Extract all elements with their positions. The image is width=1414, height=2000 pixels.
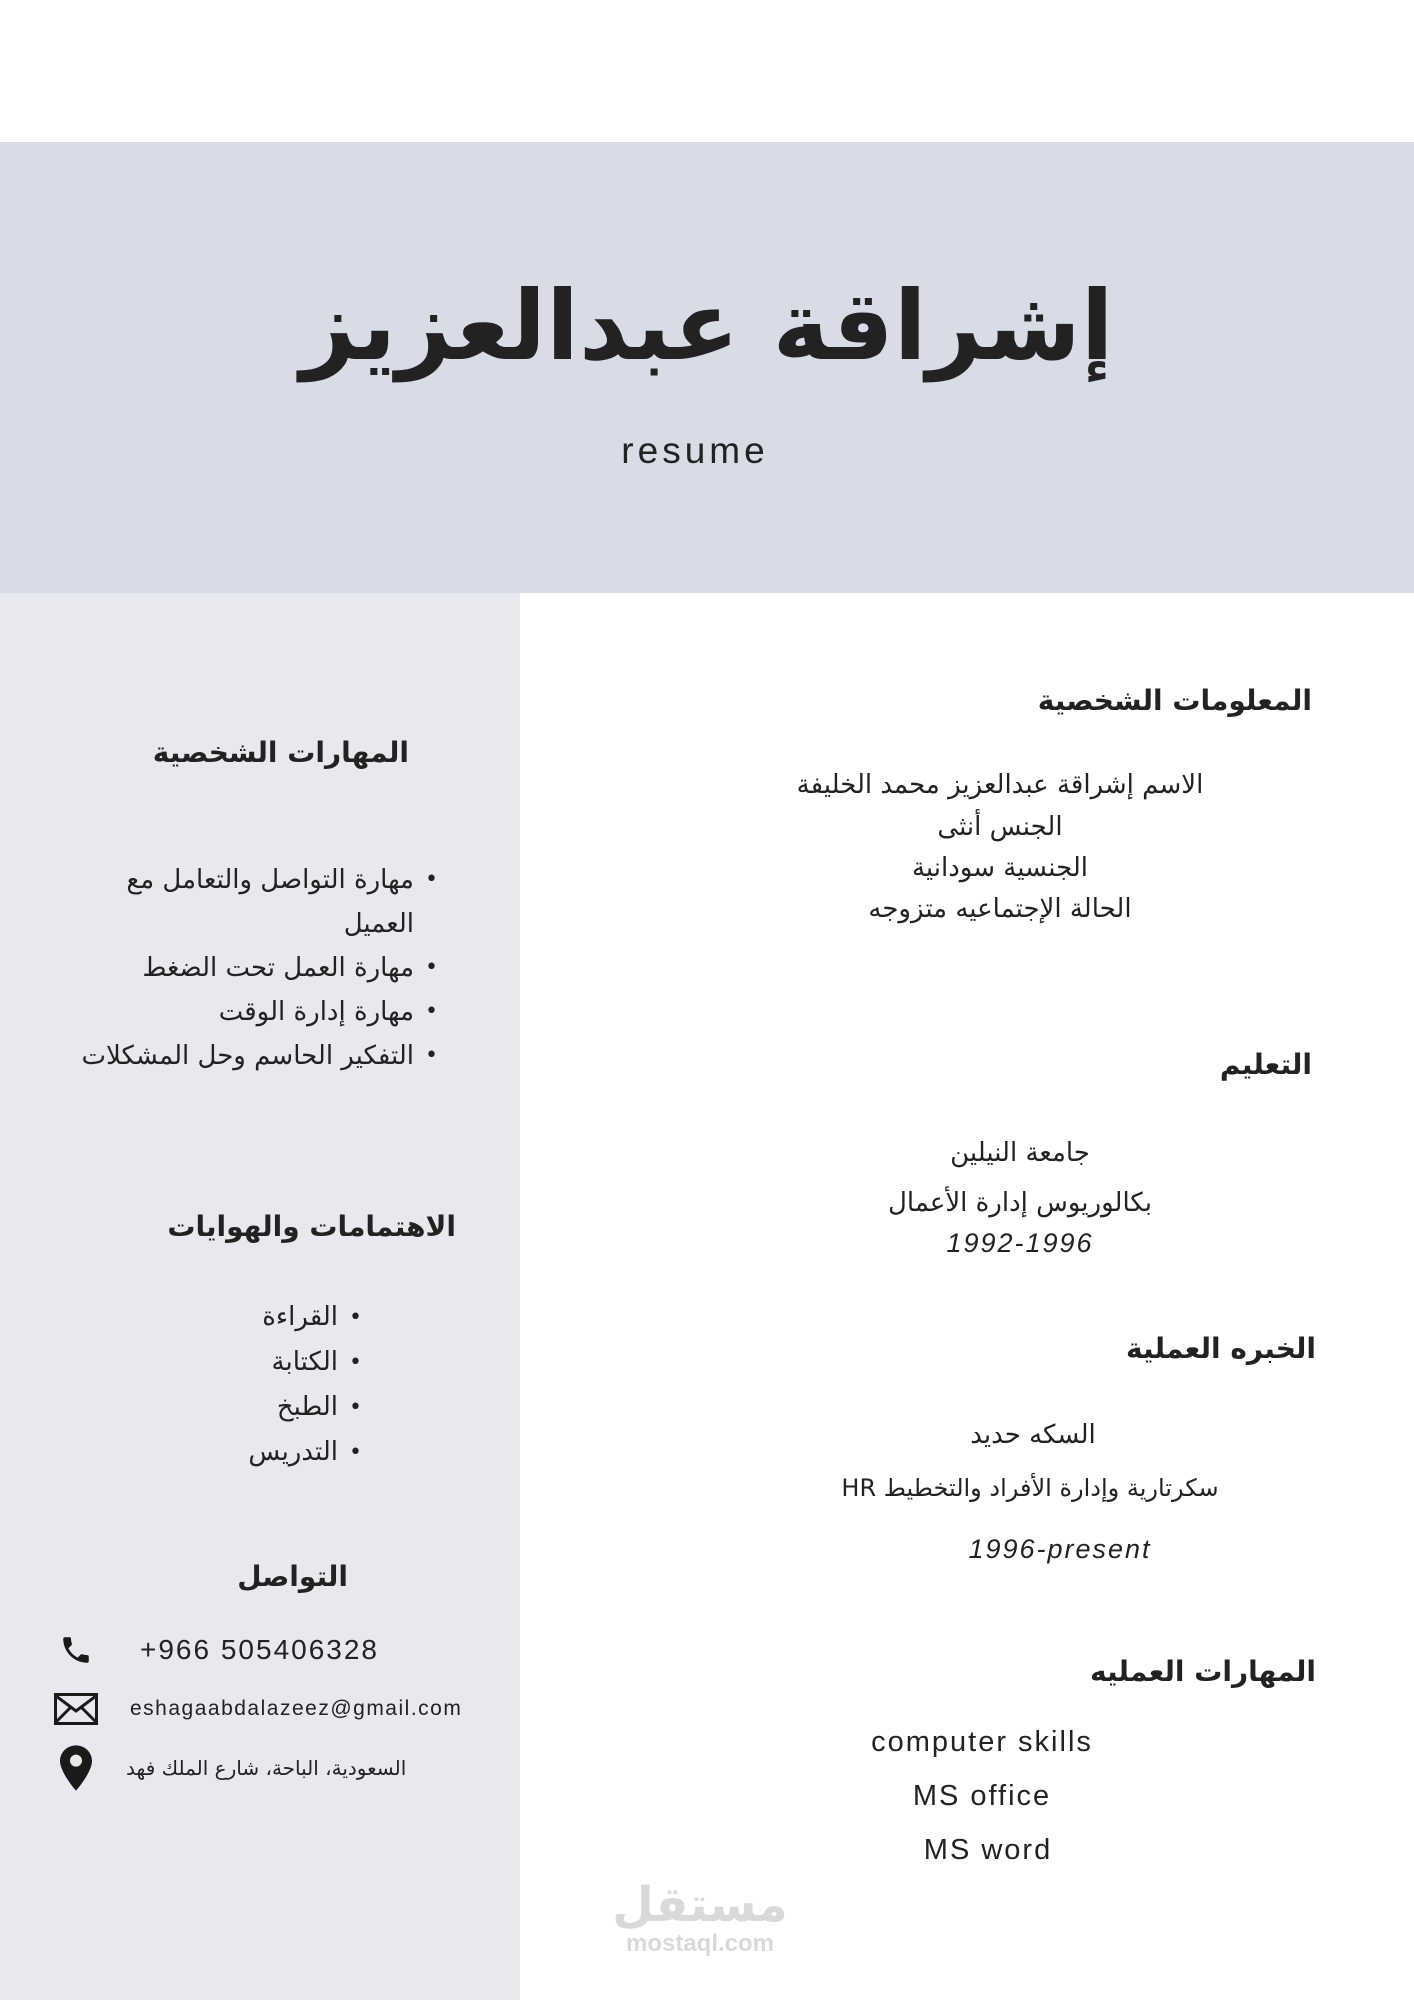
practical-skills-title: المهارات العمليه: [1089, 1655, 1316, 1688]
practical-skill: computer skills: [871, 1726, 1093, 1758]
list-item: • الطبخ: [102, 1385, 362, 1430]
info-line: الجنس أنثى: [937, 812, 1063, 842]
personal-skills-list: [78, 858, 438, 1078]
practical-skill: MS office: [912, 1780, 1052, 1812]
company: السكه حديد: [970, 1420, 1096, 1450]
university: جامعة النيلين: [950, 1138, 1090, 1168]
list-item: • مهارة العمل تحت الضغط: [78, 946, 438, 990]
address: السعودية، الباحة، شارع الملك فهد: [126, 1756, 407, 1780]
personal-info-title: المعلومات الشخصية: [1037, 684, 1312, 717]
contact-title: التواصل: [237, 1560, 348, 1593]
contact-address-row: [48, 1746, 406, 1790]
personal-info-block: [760, 764, 1240, 930]
location-pin-icon: [48, 1746, 104, 1790]
role: سكرتارية وإدارة الأفراد والتخطيط HR: [841, 1474, 1219, 1502]
practical-skill: MS word: [923, 1834, 1053, 1866]
info-line: الجنسية سودانية: [911, 853, 1089, 883]
phone-icon: [48, 1628, 104, 1672]
education-years: 1992-1996: [946, 1228, 1094, 1258]
hobbies-title: الاهتمامات والهوايات: [167, 1210, 456, 1243]
list-item: • مهارة إدارة الوقت: [78, 990, 438, 1034]
degree: بكالوريوس إدارة الأعمال: [888, 1188, 1152, 1218]
experience-years: 1996-present: [968, 1534, 1152, 1564]
list-item: • الكتابة: [102, 1340, 362, 1385]
contact-email-row: [48, 1687, 462, 1731]
resume-subtitle: resume: [621, 430, 769, 471]
experience-title: الخبره العملية: [1126, 1332, 1316, 1365]
mostaql-watermark: [600, 1877, 800, 1958]
personal-skills-title: المهارات الشخصية: [152, 736, 409, 769]
list-item: • التفكير الحاسم وحل المشكلات: [78, 1034, 438, 1078]
education-block: [820, 1128, 1220, 1228]
watermark-latin: mostaql.com: [625, 1930, 775, 1957]
info-line: الحالة الإجتماعيه متزوجه: [868, 894, 1132, 924]
watermark-arabic: مستقل: [612, 1877, 788, 1933]
education-title: التعليم: [1219, 1048, 1312, 1081]
envelope-icon: [48, 1687, 104, 1731]
list-item: • التدريس: [102, 1430, 362, 1475]
phone-number[interactable]: +966 505406328: [140, 1634, 379, 1665]
contact-phone-row: [48, 1628, 379, 1672]
list-item: • مهارة التواصل والتعامل مع العميل: [78, 858, 438, 946]
candidate-name: إشراقة عبدالعزيز: [300, 270, 1114, 382]
hobbies-list: [102, 1295, 362, 1475]
info-line: الاسم إشراقة عبدالعزيز محمد الخليفة: [796, 770, 1204, 800]
email-address[interactable]: eshagaabdalazeez@gmail.com: [130, 1697, 463, 1720]
list-item: • القراءة: [102, 1295, 362, 1340]
